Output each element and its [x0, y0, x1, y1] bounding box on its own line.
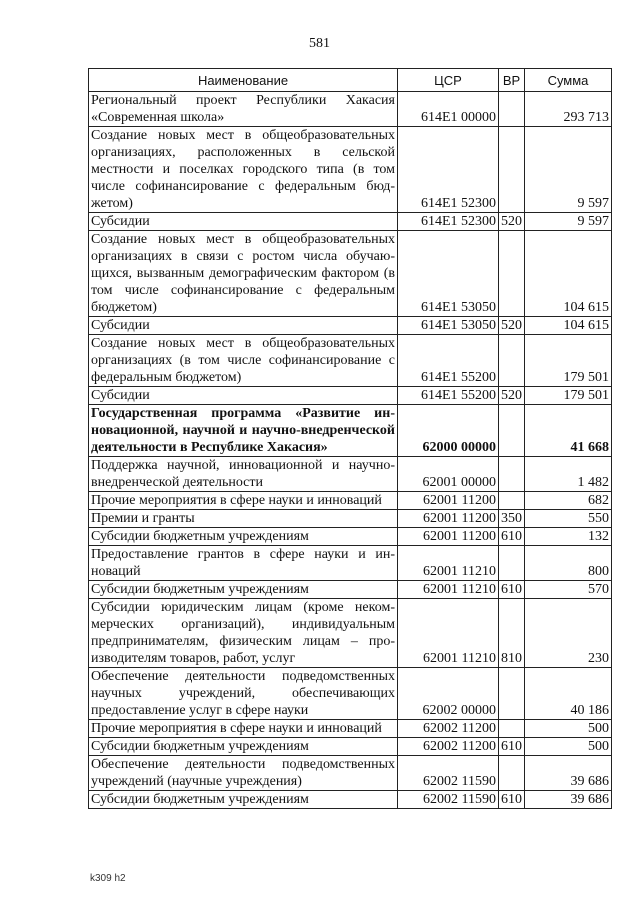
cell-name: Субсидии [89, 317, 398, 335]
cell-vr: 520 [499, 387, 525, 405]
cell-csr: 62001 11200 [398, 492, 499, 510]
cell-csr: 614Е1 53050 [398, 231, 499, 317]
cell-vr [499, 457, 525, 492]
cell-name: Субсидии бюджетным учреждениям [89, 581, 398, 599]
cell-name: Обеспечение деятельности подведомственных учреждений (научные учреждения) [89, 756, 398, 791]
cell-sum: 500 [525, 738, 612, 756]
cell-vr [499, 546, 525, 581]
cell-name: Субсидии бюджетным учреждениям [89, 791, 398, 809]
cell-csr: 62001 11210 [398, 581, 499, 599]
cell-csr: 62002 11590 [398, 756, 499, 791]
cell-sum: 40 186 [525, 668, 612, 720]
cell-vr: 610 [499, 738, 525, 756]
cell-csr: 62002 11590 [398, 791, 499, 809]
cell-sum: 179 501 [525, 335, 612, 387]
cell-sum: 293 713 [525, 92, 612, 127]
table-row [89, 231, 612, 317]
table-row [89, 738, 612, 756]
cell-csr: 614Е1 55200 [398, 387, 499, 405]
cell-vr [499, 492, 525, 510]
cell-csr: 614Е1 53050 [398, 317, 499, 335]
table-row [89, 546, 612, 581]
cell-sum: 230 [525, 599, 612, 668]
cell-name: Государственная программа «Развитие инновационной, научной и научно-внедренческой деятельности в Республике Хакасия» [89, 405, 398, 457]
table-body [89, 92, 612, 809]
table-row [89, 668, 612, 720]
footer-code: k309 h2 [90, 873, 126, 884]
table-header-row [89, 69, 612, 92]
cell-vr [499, 720, 525, 738]
cell-vr: 810 [499, 599, 525, 668]
cell-sum: 800 [525, 546, 612, 581]
cell-vr [499, 92, 525, 127]
cell-csr: 62001 11210 [398, 599, 499, 668]
table-row [89, 599, 612, 668]
column-header-name: Наименование [89, 69, 398, 92]
cell-name: Предоставление грантов в сфере науки и инноваций [89, 546, 398, 581]
cell-name: Субсидии бюджетным учреждениям [89, 738, 398, 756]
table-row [89, 317, 612, 335]
table-row [89, 335, 612, 387]
table-row [89, 127, 612, 213]
cell-name: Премии и гранты [89, 510, 398, 528]
cell-name: Создание новых мест в общеобразовательных организациях, расположенных в сельской местности и поселках городского типа (в том числе софинансирование с федеральным бюджетом) [89, 127, 398, 213]
cell-vr [499, 668, 525, 720]
cell-sum: 500 [525, 720, 612, 738]
cell-name: Прочие мероприятия в сфере науки и инноваций [89, 720, 398, 738]
cell-vr: 610 [499, 581, 525, 599]
cell-csr: 62001 00000 [398, 457, 499, 492]
table-row [89, 457, 612, 492]
cell-name: Субсидии юридическим лицам (кроме некоммерческих организаций), индивидуальным предпринимателям, физическим лицам – производителям товаров, работ, услуг [89, 599, 398, 668]
cell-sum: 41 668 [525, 405, 612, 457]
cell-name: Субсидии [89, 387, 398, 405]
table-row [89, 510, 612, 528]
cell-csr: 614Е1 52300 [398, 213, 499, 231]
cell-vr [499, 231, 525, 317]
table-row [89, 528, 612, 546]
cell-sum: 39 686 [525, 791, 612, 809]
cell-vr [499, 756, 525, 791]
cell-vr: 610 [499, 791, 525, 809]
cell-csr: 62002 11200 [398, 720, 499, 738]
table-row [89, 92, 612, 127]
cell-csr: 62002 11200 [398, 738, 499, 756]
cell-csr: 62000 00000 [398, 405, 499, 457]
table-row [89, 720, 612, 738]
table-row [89, 791, 612, 809]
budget-table [88, 68, 612, 809]
column-header-vr: ВР [499, 69, 525, 92]
cell-name: Обеспечение деятельности подведомственных научных учреждений, обеспечивающих предоставление услуг в сфере науки [89, 668, 398, 720]
cell-csr: 614Е1 55200 [398, 335, 499, 387]
cell-csr: 614Е1 52300 [398, 127, 499, 213]
cell-sum: 39 686 [525, 756, 612, 791]
table-row [89, 492, 612, 510]
column-header-csr: ЦСР [398, 69, 499, 92]
cell-sum: 179 501 [525, 387, 612, 405]
column-header-sum: Сумма [525, 69, 612, 92]
cell-name: Создание новых мест в общеобразовательных организациях в связи с ростом числа обучающихся, вызванным демографическим фактором (в том числе софинансирование с федеральным бюджетом) [89, 231, 398, 317]
cell-name: Субсидии бюджетным учреждениям [89, 528, 398, 546]
cell-csr: 614Е1 00000 [398, 92, 499, 127]
cell-sum: 104 615 [525, 317, 612, 335]
cell-name: Создание новых мест в общеобразовательных организациях (в том числе софинансирование с федеральным бюджетом) [89, 335, 398, 387]
cell-sum: 570 [525, 581, 612, 599]
table-row [89, 387, 612, 405]
cell-vr [499, 127, 525, 213]
cell-vr: 610 [499, 528, 525, 546]
cell-sum: 1 482 [525, 457, 612, 492]
cell-sum: 9 597 [525, 127, 612, 213]
cell-csr: 62001 11210 [398, 546, 499, 581]
cell-name: Прочие мероприятия в сфере науки и инноваций [89, 492, 398, 510]
cell-vr [499, 405, 525, 457]
cell-sum: 104 615 [525, 231, 612, 317]
cell-name: Субсидии [89, 213, 398, 231]
table-row [89, 581, 612, 599]
cell-sum: 550 [525, 510, 612, 528]
cell-sum: 682 [525, 492, 612, 510]
table-row [89, 405, 612, 457]
cell-name: Региональный проект Республики Хакасия «Современная школа» [89, 92, 398, 127]
cell-vr [499, 335, 525, 387]
cell-vr: 520 [499, 213, 525, 231]
page-number: 581 [309, 36, 330, 51]
cell-vr: 520 [499, 317, 525, 335]
table-row [89, 213, 612, 231]
cell-csr: 62001 11200 [398, 510, 499, 528]
cell-csr: 62001 11200 [398, 528, 499, 546]
cell-name: Поддержка научной, инновационной и научно-внедренческой деятельности [89, 457, 398, 492]
cell-vr: 350 [499, 510, 525, 528]
cell-sum: 132 [525, 528, 612, 546]
cell-sum: 9 597 [525, 213, 612, 231]
cell-csr: 62002 00000 [398, 668, 499, 720]
table-row [89, 756, 612, 791]
